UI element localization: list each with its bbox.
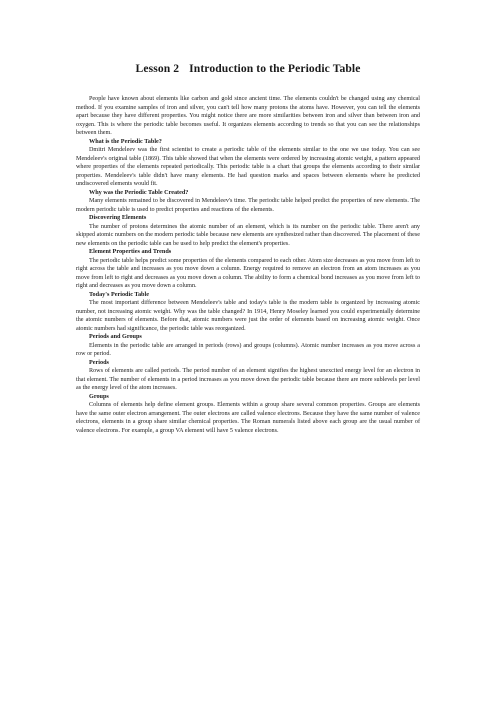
section-paragraph: The periodic table helps predict some properties of the elements compared to each other. Atom size decreases as you move from left to right across the table and increases as you move down a column. Energy required to remove an electron from an atom increases as you move from left to right and decreases as you move down a column. The ability to form a chemical bond increases as you move from left to right and decreases as you move down a column.: [76, 257, 420, 289]
section-paragraph: Columns of elements help define element groups. Elements within a group share several common properties. Groups are elements have the same outer electron arrangement. The outer electrons are called valence electrons. Because they have the same number of valence electrons, elements in a group share similar chemical properties. The Roman numerals listed above each group are the usual number of valence electrons. For example, a group VA element will have 5 valence electrons.: [76, 402, 420, 434]
section-paragraph: Elements in the periodic table are arranged in periods (rows) and groups (columns). Atomic number increases as you move across a row or period.: [76, 342, 420, 357]
section-heading: Why was the Periodic Table Created?: [89, 188, 189, 196]
intro-paragraph: People have known about elements like carbon and gold since ancient time. The elements couldn't be changed using any chemical method. If you examine samples of iron and silver, you can't tell how many protons the atoms have. However, you can tell the elements apart because they have different properties. You might notice there are more similarities between iron and silver than between iron and oxygen. This is where the periodic table becomes useful. It organizes elements according to trends so that you can see the relationships between them.: [76, 96, 420, 136]
page-title: [76, 62, 420, 75]
document-body: [76, 95, 420, 435]
section-heading: Periods and Groups: [89, 333, 142, 340]
section-heading: Periods: [89, 358, 109, 366]
section-heading: Element Properties and Trends: [89, 248, 172, 255]
section-paragraph: Many elements remained to be discovered in Mendeleev's time. The periodic table helped predict the properties of new elements. The modern periodic table is used to predict properties and reactions of the elements.: [76, 198, 420, 213]
section-heading: What is the Periodic Table?: [89, 137, 162, 145]
section-paragraph: The most important difference between Mendeleev's table and today's table is the modern table is organized by increasing atomic number, not increasing atomic weight. Why was the table changed? In 1914, Henry Moseley learned you could experimentally determine the atomic numbers of elements. Before that, atomic numbers were just the order of elements based on increasing atomic weight. Once atomic numbers had significance, the periodic table was reorganized.: [76, 300, 420, 332]
document-page: [76, 62, 420, 435]
section-paragraph: Dmitri Mendeleev was the first scientist to create a periodic table of the elements similar to the one we use today. You can see Mendeleev's original table (1869). This table showed that when the elements were ordered by increasing atomic weight, a pattern appeared where properties of the elements repeated periodically. This periodic table is a chart that groups the elements according to their similar properties. Mendeleev's table didn't have many elements. He had question marks and spaces between elements where he predicted undiscovered elements would fit.: [76, 147, 420, 187]
section-heading: Today's Periodic Table: [89, 290, 149, 298]
section-heading: Discovering Elements: [89, 214, 147, 221]
section-paragraph: Rows of elements are called periods. The period number of an element signifies the highest unexcited energy level for an electron in that element. The number of elements in a period increases as you move down the periodic table because there are more sublevels per level as the energy level of the atom increases.: [76, 368, 420, 391]
lesson-title: Introduction to the Periodic Table: [189, 62, 361, 75]
section-heading: Groups: [89, 392, 109, 400]
section-paragraph: The number of protons determines the atomic number of an element, which is its number on the periodic table. There aren't any skipped atomic numbers on the modern periodic table because new elements are synthesized rather than discovered. The placement of these new elements on the periodic table can be used to help predict the element's properties.: [76, 223, 420, 247]
lesson-number: Lesson 2: [135, 62, 180, 75]
